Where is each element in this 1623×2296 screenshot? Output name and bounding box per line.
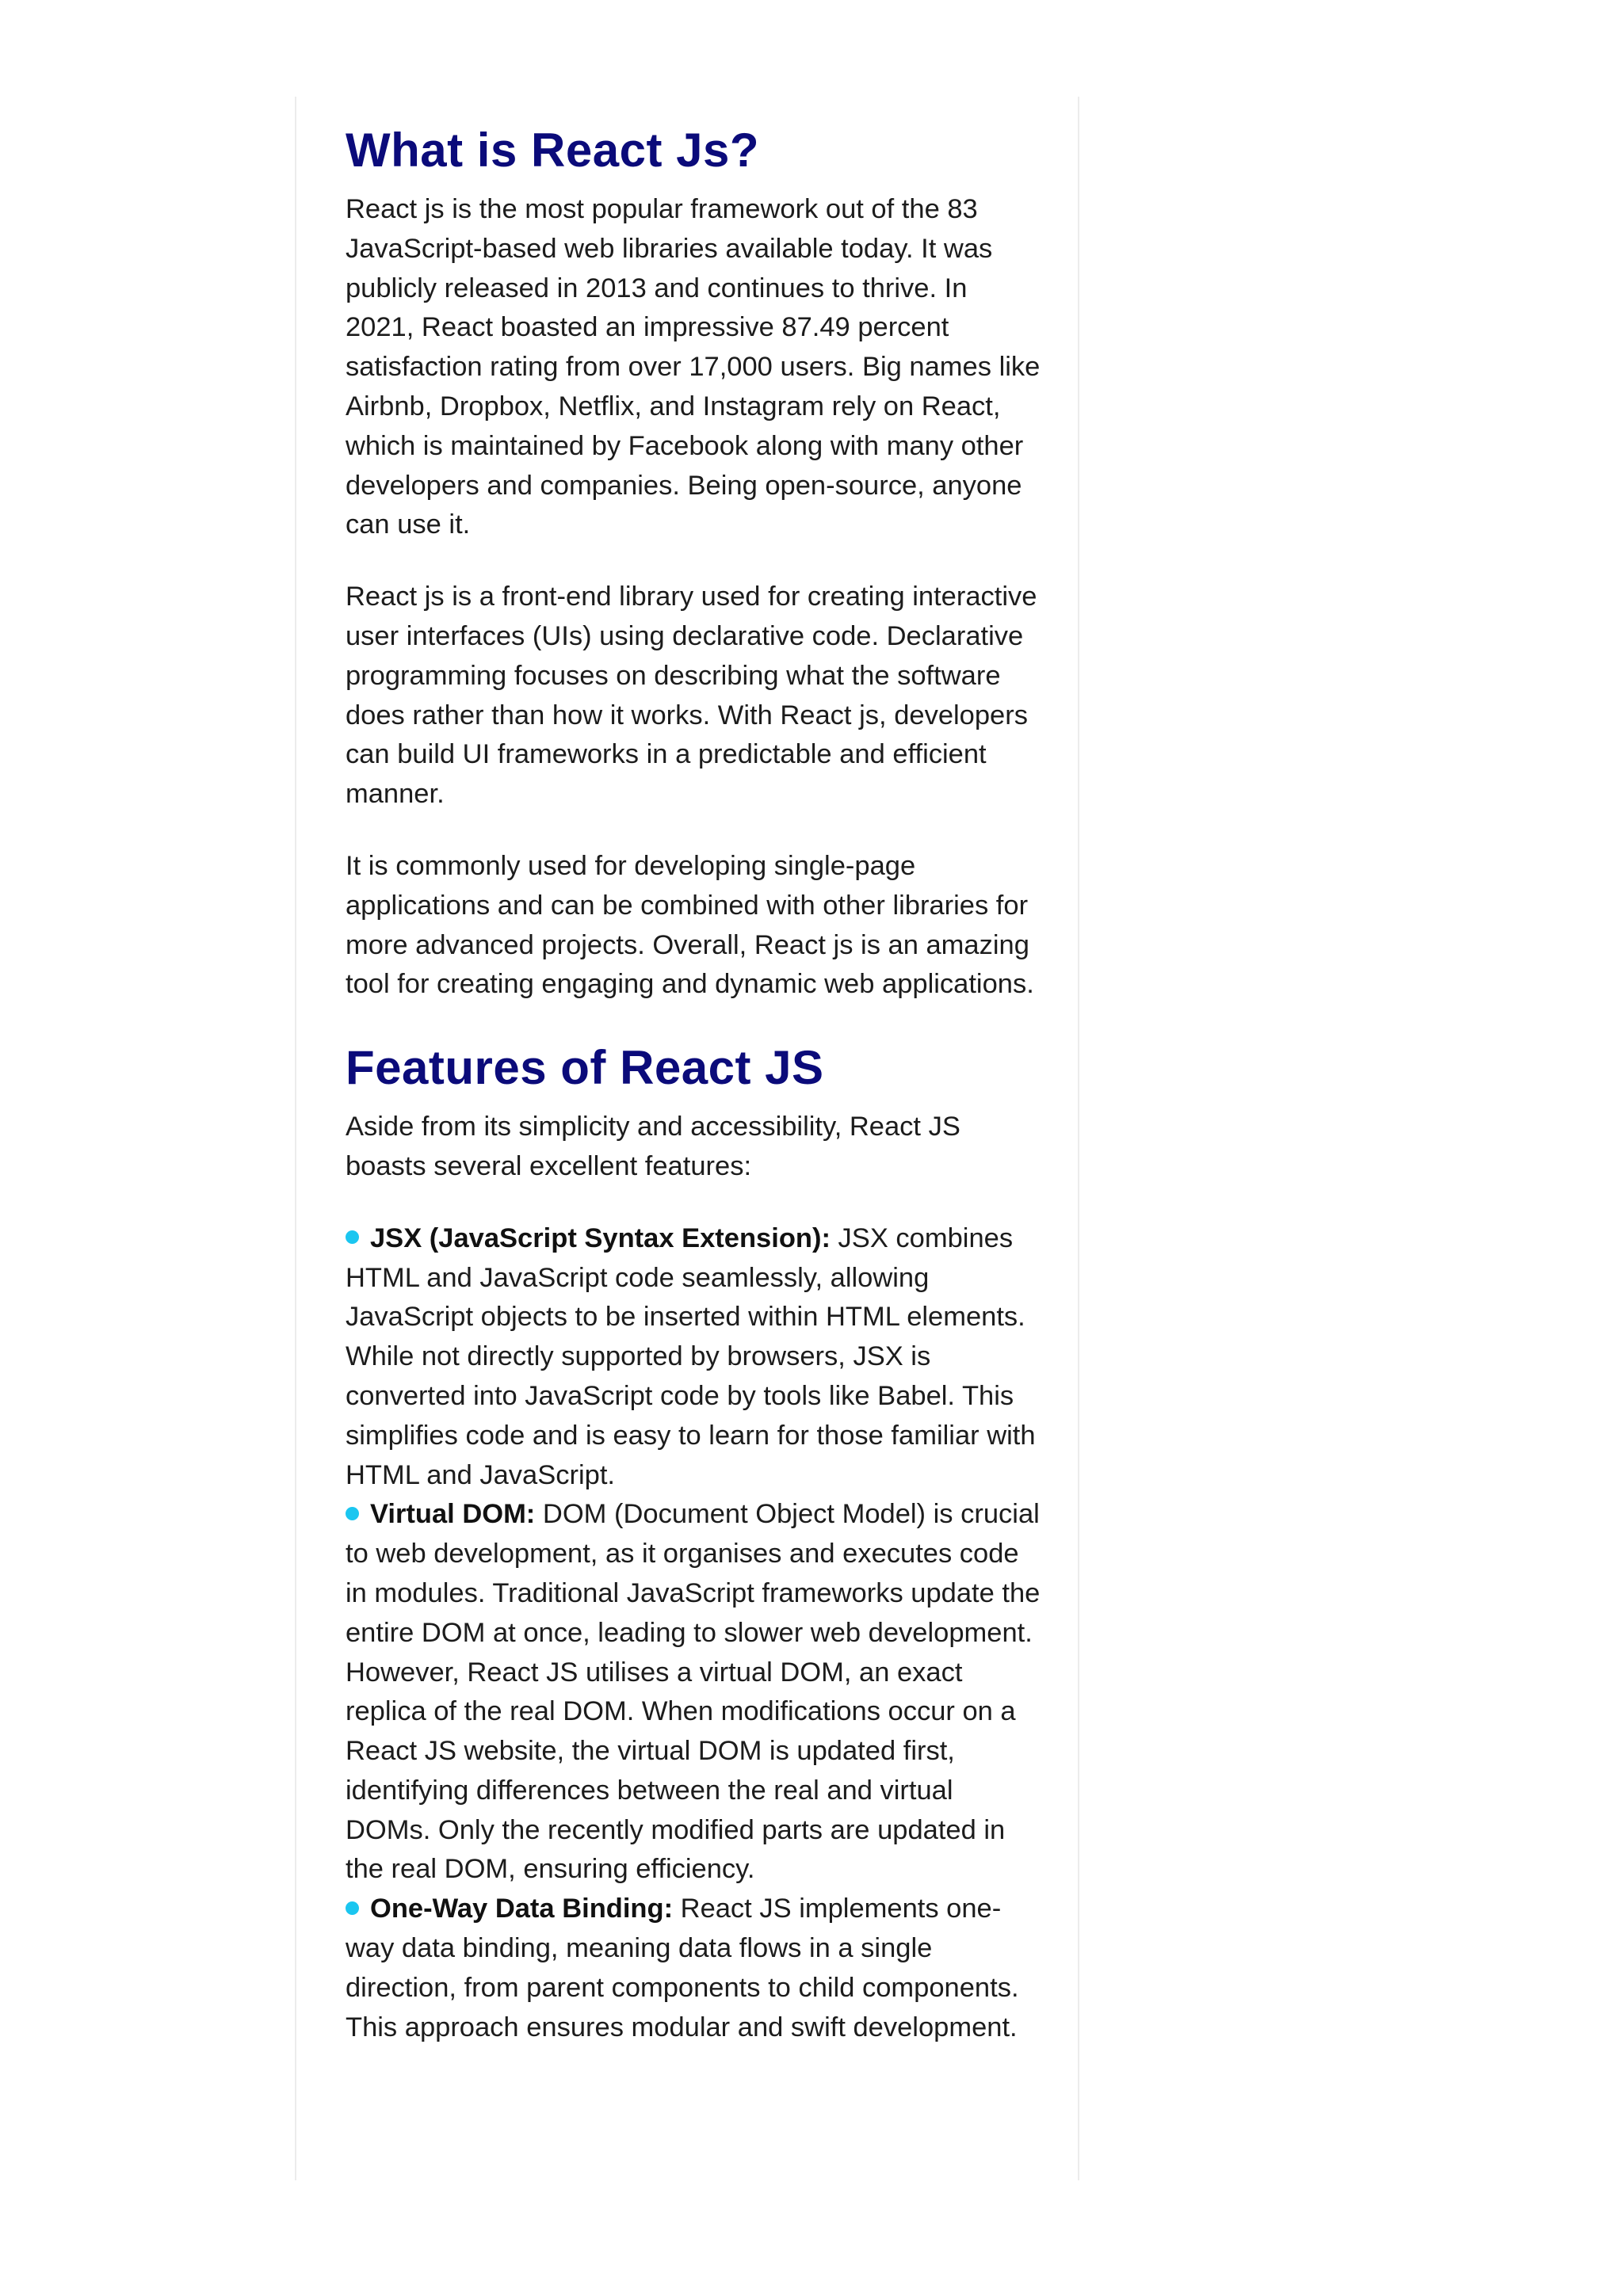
feature-text-virtual-dom: DOM (Document Object Model) is crucial to web development, as it organises and executes code in modules. Traditional JavaScript frameworks update the entire DOM at once, leading to slower web development. However, React JS utilises a virtual DOM, an exact replica of the real DOM. When modifications occur on a React JS website, the virtual DOM is updated first, identifying differences between the real and virtual DOMs. Only the recently modified parts are updated in the real DOM, ensuring efficiency. — [346, 1499, 1041, 1885]
feature-list — [346, 1219, 1043, 2048]
bullet-dot-icon — [346, 1901, 359, 1915]
section-heading-features: Features of React JS — [346, 1041, 824, 1095]
paragraph-react-spa-usage: It is commonly used for developing single-page applications and can be combined with other libraries for more advanced projects. Overall, React js is an amazing tool for creating engaging and dynamic web applications. — [346, 850, 1034, 1000]
feature-term-jsx: JSX (JavaScript Syntax Extension): — [370, 1222, 831, 1253]
feature-term-one-way-binding: One-Way Data Binding: — [370, 1894, 674, 1924]
feature-text-one-way-binding: React JS implements one-way data binding, meaning data flows in a single direction, from parent components to child components. This approach ensures modular and swift development. — [346, 1894, 1019, 2042]
features-intro: Aside from its simplicity and accessibility, React JS boasts several excellent features: — [346, 1112, 960, 1181]
feature-item-jsx — [346, 1219, 1043, 1496]
section-heading-what-is-react: What is React Js? — [346, 124, 759, 177]
feature-term-virtual-dom: Virtual DOM: — [370, 1499, 536, 1530]
feature-item-virtual-dom — [346, 1495, 1043, 1890]
paragraph-react-popularity: React js is the most popular framework out of the 83 JavaScript-based web libraries available today. It was publicly released in 2013 and continues to thrive. In 2021, React boasted an impressive 87.49 percent satisfaction rating from over 17,000 users. Big names like Airbnb, Dropbox, Netflix, and Instagram rely on React, which is maintained by Facebook along with many other developers and companies. Being open-source, anyone can use it. — [346, 194, 1041, 540]
article-card — [295, 97, 1079, 2180]
feature-item-one-way-binding — [346, 1890, 1043, 2047]
paragraph-react-frontend-library: React js is a front-end library used for creating interactive user interfaces (UIs) using declarative code. Declarative programming focuses on describing what the software does rather than how it works. With React js, developers can build UI frameworks in a predictable and efficient manner. — [346, 582, 1037, 810]
bullet-dot-icon — [346, 1230, 359, 1244]
article-content — [346, 111, 1043, 2047]
bullet-dot-icon — [346, 1507, 359, 1520]
feature-text-jsx: JSX combines HTML and JavaScript code seamlessly, allowing JavaScript objects to be inserted within HTML elements. While not directly supported by browsers, JSX is converted into JavaScript code by tools like Babel. This simplifies code and is easy to learn for those familiar with HTML and JavaScript. — [346, 1222, 1036, 1490]
